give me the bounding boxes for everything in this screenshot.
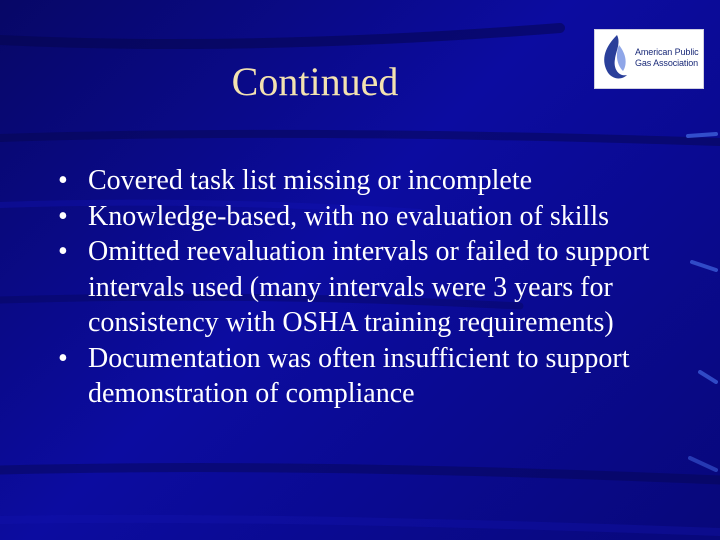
bullet-text: Omitted reevaluation intervals or failed to support intervals used (many intervals were 3 years for consistency with OSHA training requirements) — [88, 236, 650, 338]
bullet-text: Knowledge-based, with no evaluation of skills — [88, 200, 610, 232]
bullet-item — [58, 341, 668, 412]
bullet-item — [58, 234, 668, 341]
bullet-dot: • — [58, 200, 68, 232]
bullet-dot: • — [58, 165, 68, 196]
logo-text — [635, 47, 703, 69]
bullet-text: Documentation was often insufficient to support demonstration of compliance — [88, 342, 630, 409]
bullet-item — [58, 199, 668, 235]
flame-icon — [597, 33, 635, 85]
apga-logo — [594, 29, 704, 89]
bullet-dot: • — [58, 342, 68, 374]
bullet-item — [58, 163, 668, 199]
bullet-dot: • — [58, 236, 68, 267]
logo-line-2: Gas Association — [635, 58, 699, 68]
slide-title: Continued — [231, 59, 399, 104]
bullet-list — [58, 163, 668, 412]
bullet-text: Covered task list missing or incomplete — [88, 165, 533, 196]
logo-line-1: American Public — [635, 47, 699, 57]
